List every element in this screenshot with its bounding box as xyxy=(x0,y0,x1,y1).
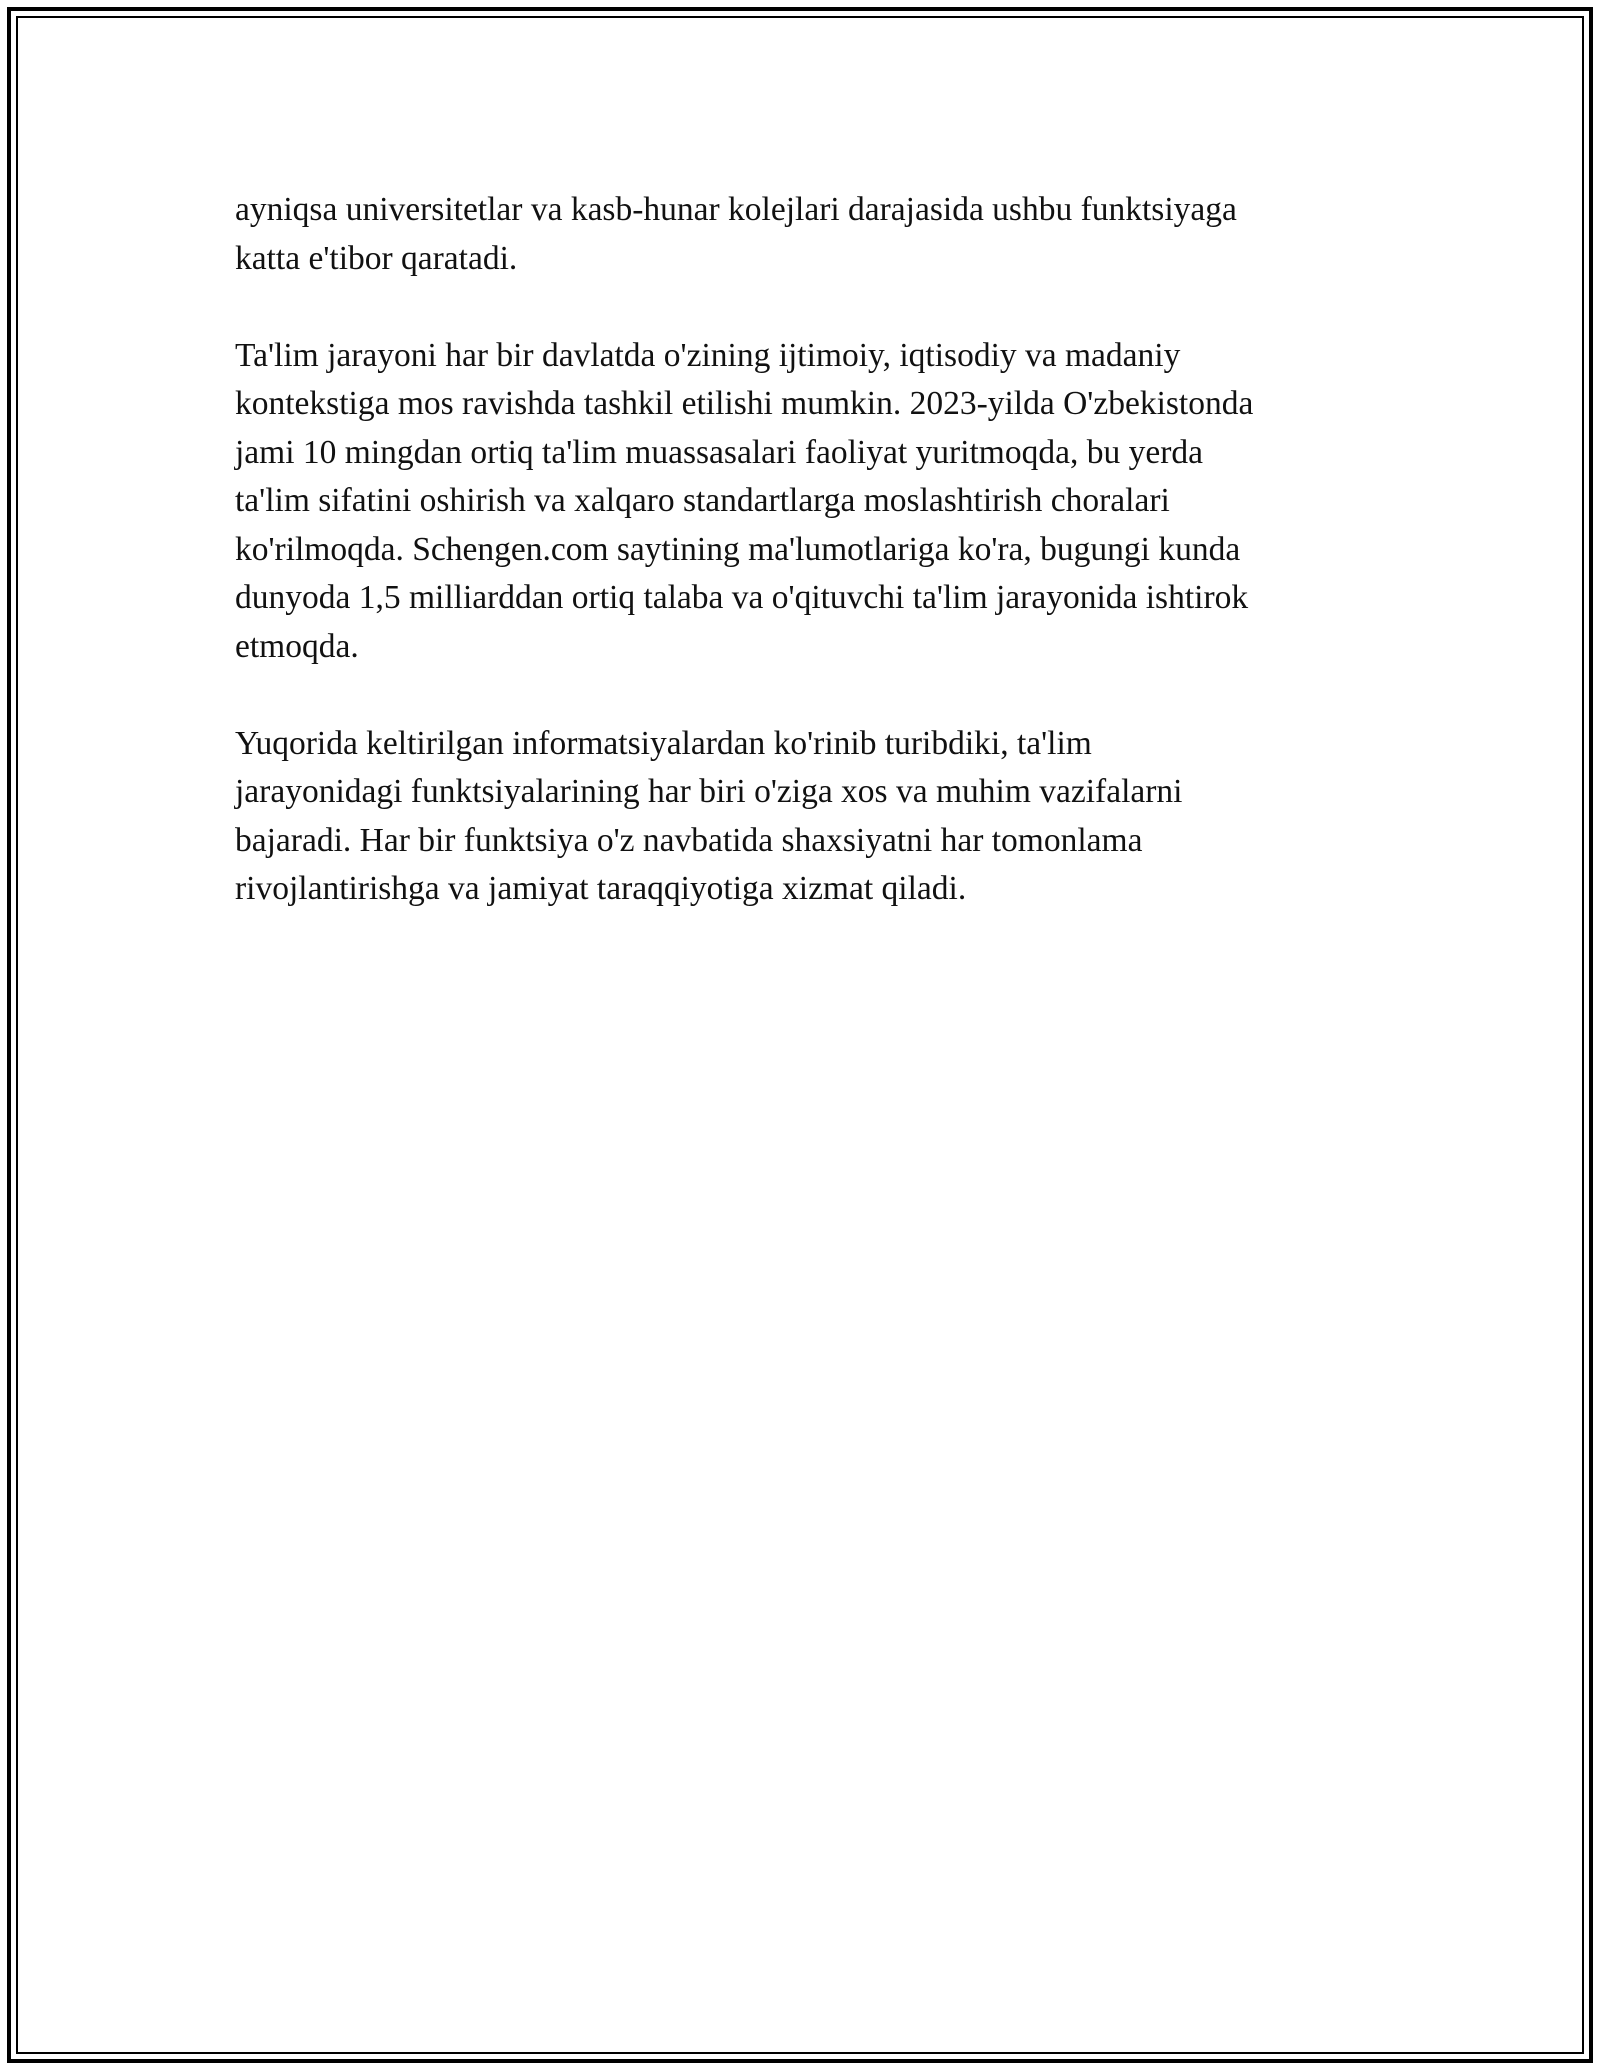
text-line: jami 10 mingdan ortiq ta'lim muassasalari faoliyat yuritmoqda, bu yerda xyxy=(235,433,1203,471)
text-line: rivojlantirishga va jamiyat taraqqiyotiga xizmat qiladi. xyxy=(235,870,967,907)
paragraph-3 xyxy=(235,720,1365,914)
text-line: etmoqda. xyxy=(235,627,359,665)
text-line: ko'rilmoqda. Schengen.com saytining ma'lumotlariga ko'ra, bugungi kunda xyxy=(235,530,1241,568)
text-line: jarayonidagi funktsiyalarining har biri o'ziga xos va muhim vazifalarni xyxy=(235,773,1183,810)
text-line: bajaradi. Har bir funktsiya o'z navbatida shaxsiyatni har tomonlama xyxy=(235,821,1143,859)
paragraph-2 xyxy=(235,332,1365,672)
text-line: kontekstiga mos ravishda tashkil etilishi mumkin. 2023-yilda O'zbekistonda xyxy=(235,385,1254,422)
text-line: katta e'tibor qaratadi. xyxy=(235,239,518,277)
text-line: Ta'lim jarayoni har bir davlatda o'zining ijtimoiy, iqtisodiy va madaniy xyxy=(235,336,1181,374)
paragraph-1 xyxy=(235,186,1365,283)
text-line: dunyoda 1,5 milliarddan ortiq talaba va o'qituvchi ta'lim jarayonida ishtirok xyxy=(235,579,1249,616)
text-line: ta'lim sifatini oshirish va xalqaro standartlarga moslashtirish choralari xyxy=(235,482,1170,519)
text-line: Yuqorida keltirilgan informatsiyalardan ko'rinib turibdiki, ta'lim xyxy=(235,724,1092,762)
document-body xyxy=(235,186,1365,962)
text-line: ayniqsa universitetlar va kasb-hunar kolejlari darajasida ushbu funktsiyaga xyxy=(235,191,1237,228)
